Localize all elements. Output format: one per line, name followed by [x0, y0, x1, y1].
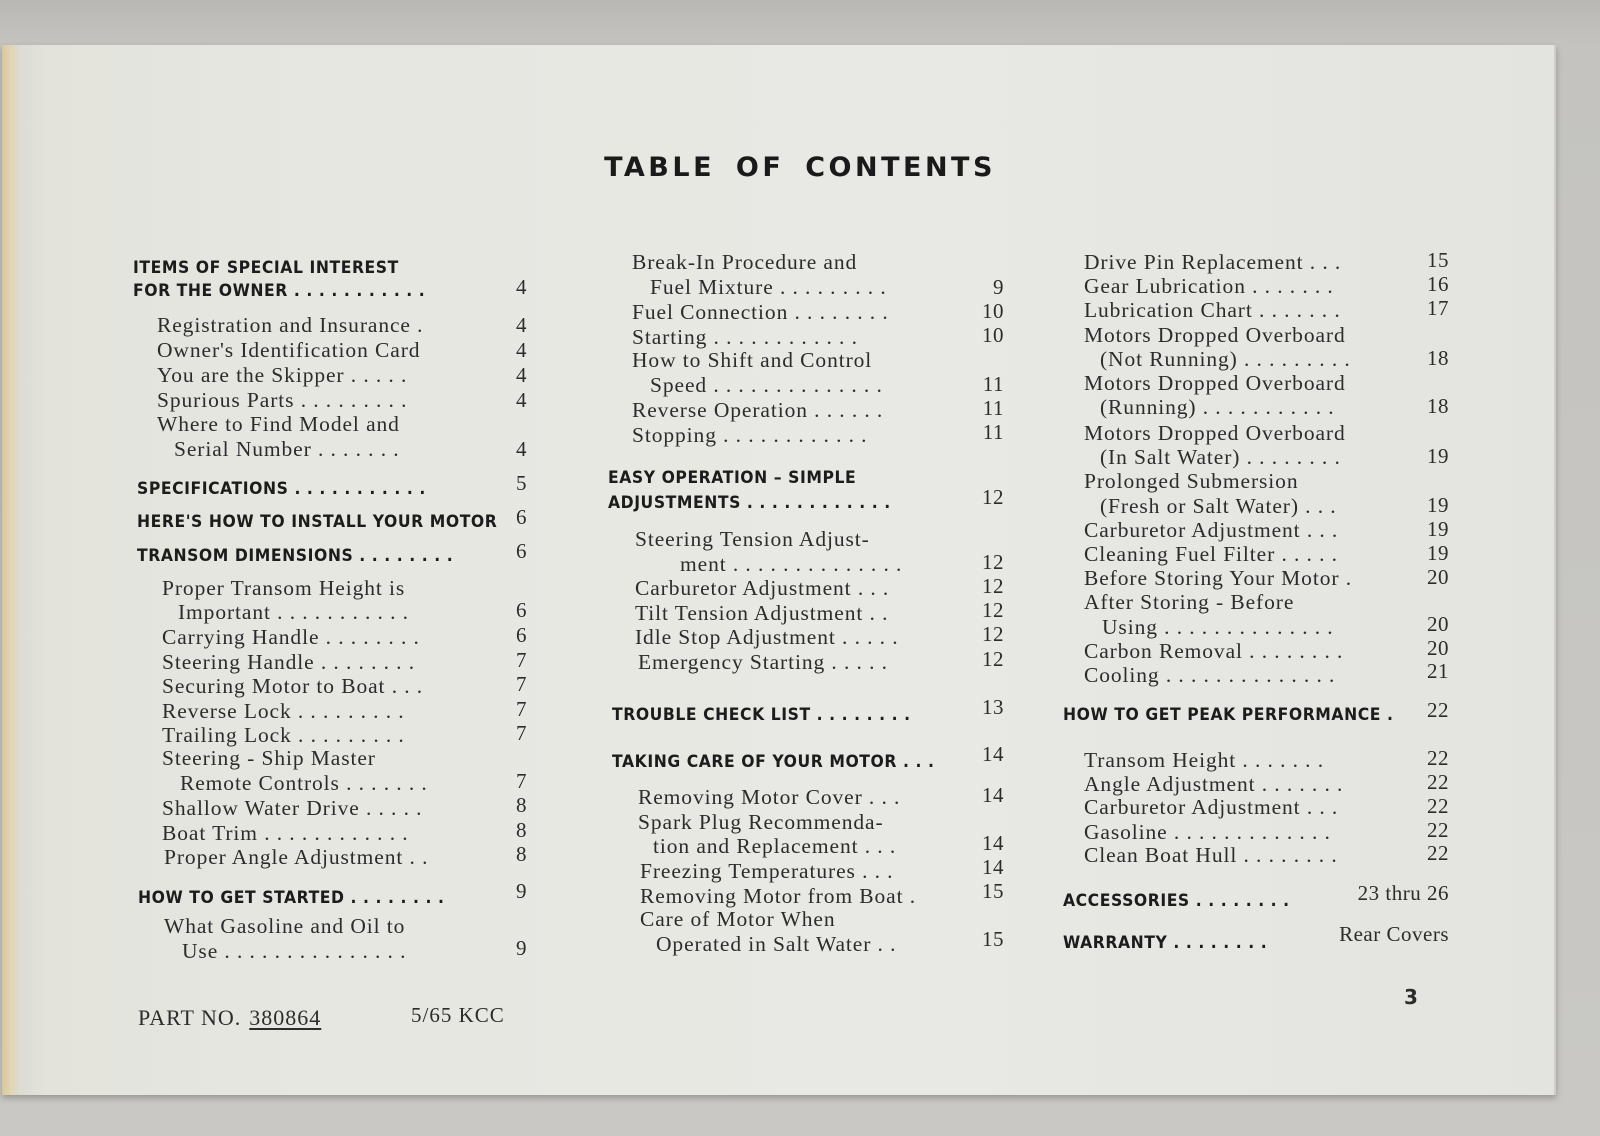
toc-page-number: 8: [516, 842, 527, 866]
toc-entry-label: Steering Handle . . . . . . . .: [162, 650, 416, 674]
toc-entry-label: Motors Dropped Overboard: [1084, 323, 1346, 347]
toc-entry-label: Cooling . . . . . . . . . . . . . .: [1084, 663, 1336, 687]
toc-entry-label: (In Salt Water) . . . . . . . .: [1100, 445, 1341, 469]
toc-page-number: 12: [982, 647, 1004, 671]
toc-entry-label: Carburetor Adjustment . . .: [1084, 518, 1339, 542]
toc-entry-label: Speed . . . . . . . . . . . . . .: [650, 373, 883, 397]
toc-entry-label: Drive Pin Replacement . . .: [1084, 250, 1342, 274]
toc-page-number: 20: [1427, 565, 1449, 589]
toc-entry-label: Break-In Procedure and: [632, 250, 858, 274]
toc-entry-label: tion and Replacement . . .: [653, 834, 897, 858]
toc-page-number: 5: [516, 471, 527, 495]
toc-entry-label: Idle Stop Adjustment . . . . .: [635, 625, 899, 649]
toc-entry-label: After Storing - Before: [1084, 590, 1295, 614]
toc-page-number: 9: [993, 275, 1004, 299]
toc-page-number: 10: [982, 299, 1004, 323]
toc-entry-label: Carbon Removal . . . . . . . .: [1084, 639, 1344, 663]
toc-page-number: 7: [516, 721, 527, 745]
toc-section-heading: SPECIFICATIONS . . . . . . . . . . .: [137, 479, 426, 499]
toc-page-number: 9: [516, 936, 527, 960]
toc-entry-label: Lubrication Chart . . . . . . .: [1084, 298, 1341, 322]
toc-entry-label: Securing Motor to Boat . . .: [162, 674, 424, 698]
toc-page-number: 12: [982, 598, 1004, 622]
page-title: TABLE OF CONTENTS: [604, 152, 996, 183]
toc-page-number: 7: [516, 697, 527, 721]
toc-entry-label: Stopping . . . . . . . . . . . .: [632, 423, 868, 447]
toc-entry-label: Freezing Temperatures . . .: [640, 859, 894, 883]
toc-section-heading: HERE'S HOW TO INSTALL YOUR MOTOR: [137, 512, 498, 532]
toc-entry-label: Prolonged Submersion: [1084, 469, 1299, 493]
toc-entry-label: Steering Tension Adjust-: [635, 527, 870, 551]
toc-entry-label: Carrying Handle . . . . . . . .: [162, 625, 420, 649]
toc-page-number: 4: [516, 275, 527, 299]
toc-section-heading: TROUBLE CHECK LIST . . . . . . . .: [612, 705, 911, 725]
toc-entry-label: Transom Height . . . . . . .: [1084, 748, 1325, 772]
part-number-label: PART NO.: [138, 1005, 242, 1030]
toc-entry-label: ment . . . . . . . . . . . . . .: [680, 552, 903, 576]
toc-page-number: 19: [1427, 541, 1449, 565]
toc-entry-label: Angle Adjustment . . . . . . .: [1084, 772, 1344, 796]
toc-section-heading: ADJUSTMENTS . . . . . . . . . . . .: [608, 493, 891, 513]
toc-page-number: 20: [1427, 612, 1449, 636]
toc-page-number: 23 thru 26: [1357, 881, 1449, 905]
toc-page-number: 12: [982, 622, 1004, 646]
toc-entry-label: Use . . . . . . . . . . . . . . .: [182, 939, 407, 963]
toc-page-number: 22: [1427, 746, 1449, 770]
toc-page-number: 7: [516, 672, 527, 696]
toc-page-number: 19: [1427, 493, 1449, 517]
toc-page-number: 18: [1427, 394, 1449, 418]
toc-section-heading: HOW TO GET STARTED . . . . . . . .: [138, 888, 445, 908]
toc-page-number: Rear Covers: [1339, 922, 1449, 946]
toc-entry-label: Reverse Lock . . . . . . . . .: [162, 699, 405, 723]
toc-entry-label: How to Shift and Control: [632, 348, 873, 372]
toc-entry-label: Operated in Salt Water . .: [656, 932, 897, 956]
toc-page-number: 12: [982, 550, 1004, 574]
toc-section-heading: TRANSOM DIMENSIONS . . . . . . . .: [137, 546, 454, 566]
toc-page-number: 14: [982, 742, 1004, 766]
toc-page-number: 7: [516, 648, 527, 672]
toc-entry-label: Emergency Starting . . . . .: [638, 650, 888, 674]
toc-page-number: 9: [516, 879, 527, 903]
toc-page-number: 17: [1427, 296, 1449, 320]
toc-entry-label: (Running) . . . . . . . . . . .: [1100, 395, 1335, 419]
toc-entry-label: Starting . . . . . . . . . . . .: [632, 325, 858, 349]
toc-page-number: 20: [1427, 636, 1449, 660]
toc-page-number: 12: [982, 574, 1004, 598]
toc-page-number: 19: [1427, 517, 1449, 541]
toc-page-number: 22: [1427, 698, 1449, 722]
toc-entry-label: Trailing Lock . . . . . . . . .: [162, 723, 405, 747]
toc-entry-label: Motors Dropped Overboard: [1084, 421, 1346, 445]
toc-entry-label: Serial Number . . . . . . .: [174, 437, 400, 461]
toc-page-number: 10: [982, 323, 1004, 347]
toc-entry-label: Boat Trim . . . . . . . . . . . .: [162, 821, 409, 845]
toc-page-number: 22: [1427, 794, 1449, 818]
toc-page-number: 13: [982, 695, 1004, 719]
toc-section-heading: ITEMS OF SPECIAL INTEREST: [133, 258, 399, 278]
toc-section-heading: HOW TO GET PEAK PERFORMANCE .: [1063, 705, 1394, 725]
toc-page-number: 4: [516, 388, 527, 412]
print-date-code: 5/65 KCC: [411, 1003, 505, 1027]
toc-page-number: 4: [516, 338, 527, 362]
toc-page-number: 14: [982, 855, 1004, 879]
toc-section-heading: EASY OPERATION – SIMPLE: [608, 468, 857, 488]
toc-page-number: 6: [516, 623, 527, 647]
toc-page-number: 11: [982, 372, 1004, 396]
toc-page-number: 4: [516, 437, 527, 461]
toc-section-heading: TAKING CARE OF YOUR MOTOR . . .: [612, 752, 935, 772]
toc-entry-label: Care of Motor When: [640, 907, 836, 931]
toc-entry-label: Motors Dropped Overboard: [1084, 371, 1346, 395]
toc-entry-label: Carburetor Adjustment . . .: [635, 576, 890, 600]
page-binding-edge: [2, 45, 20, 1095]
toc-entry-label: Proper Angle Adjustment . .: [164, 845, 429, 869]
toc-entry-label: Clean Boat Hull . . . . . . . .: [1084, 843, 1338, 867]
toc-section-heading: FOR THE OWNER . . . . . . . . . . .: [133, 281, 426, 301]
toc-entry-label: Spurious Parts . . . . . . . . .: [157, 388, 408, 412]
toc-entry-label: (Fresh or Salt Water) . . .: [1100, 494, 1337, 518]
toc-page-number: 11: [982, 420, 1004, 444]
toc-page-number: 18: [1427, 346, 1449, 370]
toc-entry-label: Removing Motor from Boat .: [640, 884, 917, 908]
toc-entry-label: Owner's Identification Card: [157, 338, 421, 362]
toc-entry-label: Removing Motor Cover . . .: [638, 785, 901, 809]
toc-page-number: 19: [1427, 444, 1449, 468]
toc-entry-label: Fuel Connection . . . . . . . .: [632, 300, 889, 324]
toc-page-number: 14: [982, 783, 1004, 807]
part-number-value: 380864: [249, 1005, 322, 1030]
toc-page-number: 22: [1427, 818, 1449, 842]
toc-entry-label: Gear Lubrication . . . . . . .: [1084, 274, 1334, 298]
toc-section-heading: ACCESSORIES . . . . . . . .: [1063, 891, 1290, 911]
toc-page-number: 14: [982, 831, 1004, 855]
toc-page-number: 16: [1427, 272, 1449, 296]
toc-page-number: 8: [516, 793, 527, 817]
toc-entry-label: Where to Find Model and: [157, 412, 400, 436]
toc-page-number: 7: [516, 769, 527, 793]
toc-entry-label: Shallow Water Drive . . . . .: [162, 796, 423, 820]
toc-entry-label: Steering - Ship Master: [162, 746, 376, 770]
toc-entry-label: Before Storing Your Motor .: [1084, 566, 1352, 590]
toc-section-heading: WARRANTY . . . . . . . .: [1063, 933, 1268, 953]
toc-page-number: 22: [1427, 770, 1449, 794]
toc-entry-label: Fuel Mixture . . . . . . . . .: [650, 275, 887, 299]
toc-entry-label: Proper Transom Height is: [162, 576, 406, 600]
toc-page-number: 6: [516, 598, 527, 622]
toc-entry-label: Carburetor Adjustment . . .: [1084, 795, 1339, 819]
toc-entry-label: Remote Controls . . . . . . .: [180, 771, 428, 795]
toc-page-number: 4: [516, 363, 527, 387]
toc-entry-label: Registration and Insurance .: [157, 313, 424, 337]
toc-page-number: 6: [516, 505, 527, 529]
toc-page-number: 21: [1427, 659, 1449, 683]
toc-entry-label: You are the Skipper . . . . .: [157, 363, 408, 387]
toc-page-number: 12: [982, 485, 1004, 509]
toc-entry-label: What Gasoline and Oil to: [164, 914, 406, 938]
toc-entry-label: Important . . . . . . . . . . .: [178, 600, 409, 624]
toc-page-number: 22: [1427, 841, 1449, 865]
part-number-line: [138, 1005, 321, 1031]
toc-entry-label: Using . . . . . . . . . . . . . .: [1102, 615, 1334, 639]
toc-entry-label: Reverse Operation . . . . . .: [632, 398, 884, 422]
toc-page-number: 8: [516, 818, 527, 842]
page-number: 3: [1404, 985, 1418, 1009]
toc-page-number: 15: [1427, 248, 1449, 272]
toc-entry-label: Gasoline . . . . . . . . . . . . .: [1084, 820, 1331, 844]
toc-page-number: 15: [982, 879, 1004, 903]
toc-entry-label: (Not Running) . . . . . . . . .: [1100, 347, 1351, 371]
toc-page-number: 6: [516, 539, 527, 563]
toc-entry-label: Spark Plug Recommenda-: [638, 810, 884, 834]
toc-page-number: 4: [516, 313, 527, 337]
toc-entry-label: Cleaning Fuel Filter . . . . .: [1084, 542, 1338, 566]
toc-page-number: 11: [982, 396, 1004, 420]
toc-entry-label: Tilt Tension Adjustment . .: [635, 601, 889, 625]
toc-page-number: 15: [982, 927, 1004, 951]
